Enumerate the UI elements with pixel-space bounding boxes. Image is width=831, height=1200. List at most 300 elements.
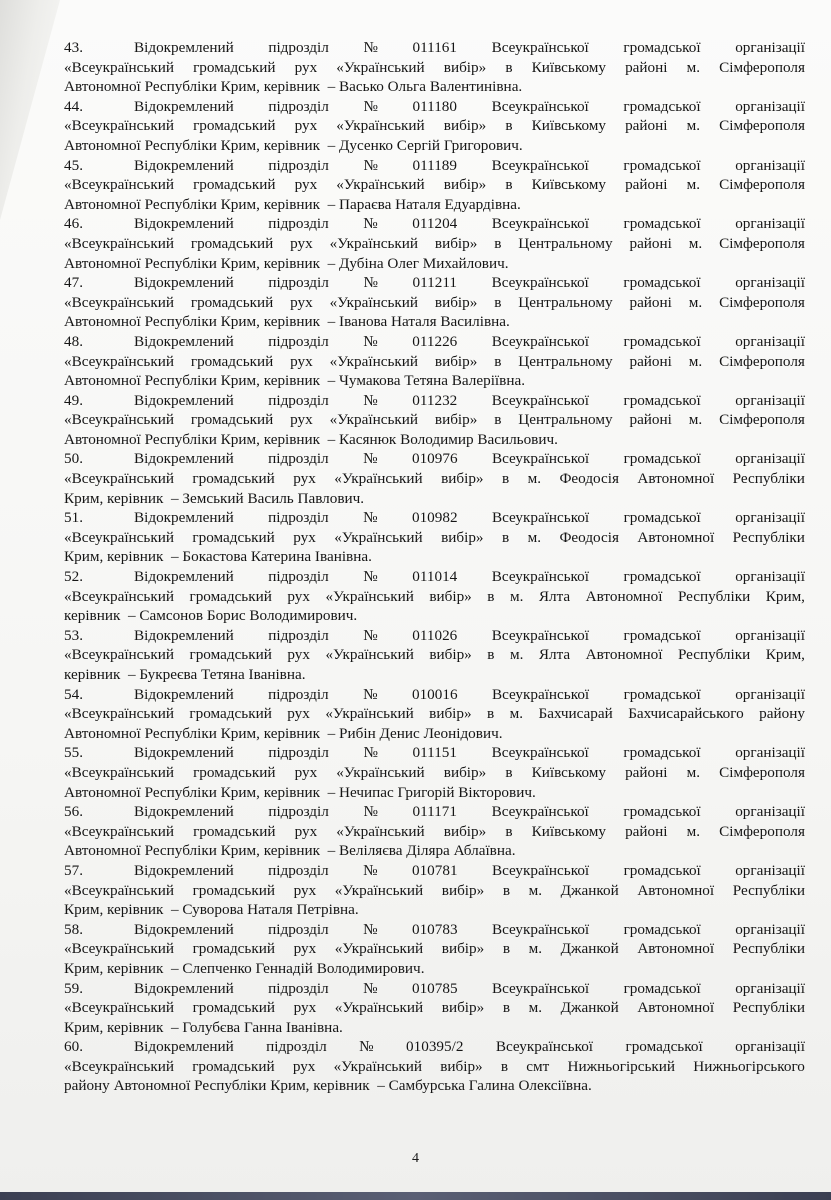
entry-word: № — [363, 568, 378, 586]
entry-word: підрозділ — [268, 803, 329, 821]
entry-word: організації — [735, 450, 805, 468]
entry-word: організації — [735, 744, 805, 762]
entry-word: рух — [287, 646, 310, 664]
entry-middle-line — [64, 528, 805, 548]
entry-word: Автономної — [637, 470, 715, 488]
entry-word: громадської — [623, 626, 701, 644]
entry-word: «Український — [325, 646, 414, 664]
entry-word: громадський — [192, 470, 275, 488]
entry-last-line: Крим, керівник – Слепченко Геннадій Володимирович. — [64, 959, 425, 977]
entry-word: в — [505, 822, 513, 840]
entry-word: Київському — [531, 58, 606, 76]
list-item — [64, 214, 805, 273]
entry-last-line: Крим, керівник – Суворова Наталя Петрівна. — [64, 901, 359, 919]
entry-word: «Український — [329, 234, 419, 252]
entry-number: 43. — [64, 39, 83, 56]
entry-word: № — [363, 391, 378, 409]
entry-word: в — [505, 763, 513, 781]
entry-last-line: Автономної Республіки Крим, керівник – Веліляєва Діляра Аблаївна. — [64, 842, 516, 860]
entry-word: організації — [735, 568, 805, 586]
entry-word: «Український — [329, 411, 419, 429]
list-item — [64, 743, 805, 802]
entry-word: м. — [686, 822, 700, 840]
entry-word: 010781 — [411, 861, 458, 879]
entry-word: організації — [735, 274, 805, 292]
entry-word: «Всеукраїнський — [64, 470, 174, 488]
entry-word: 011232 — [412, 391, 458, 409]
entry-word: організації — [735, 920, 805, 938]
entry-word: Центральному — [518, 234, 613, 252]
entry-word: Джанкой — [560, 881, 619, 899]
entry-word: громадської — [623, 685, 701, 703]
entry-word: Відокремлений — [134, 920, 234, 938]
entry-word: м. — [527, 528, 541, 546]
entry-first-line — [64, 156, 805, 176]
entry-word: «Всеукраїнський — [64, 881, 174, 899]
entry-word: Джанкой — [560, 940, 619, 958]
entry-word: «Український — [334, 528, 423, 546]
entry-word: підрозділ — [268, 39, 329, 56]
bottom-edge-band — [0, 1192, 831, 1200]
entry-number: 51. — [64, 509, 83, 527]
entry-number: 49. — [64, 391, 83, 409]
entry-word: Автономної — [637, 881, 715, 899]
entry-number: 59. — [64, 979, 83, 997]
entry-word: «Всеукраїнський — [64, 352, 174, 370]
entry-word: Республіки — [732, 881, 805, 899]
entry-word: Бахчисарай — [538, 705, 613, 723]
entry-word: підрозділ — [268, 391, 329, 409]
entry-middle-line — [64, 822, 805, 842]
entry-word: підрозділ — [268, 332, 329, 350]
entry-word: громадський — [189, 587, 272, 605]
entry-word: «Український — [336, 176, 425, 194]
entry-word: громадський — [192, 881, 275, 899]
entry-word: Джанкой — [560, 999, 619, 1017]
entry-word: Відокремлений — [134, 861, 234, 879]
entry-word: «Всеукраїнський — [64, 940, 174, 958]
entry-word: громадський — [192, 999, 275, 1017]
entry-first-line — [64, 38, 805, 58]
entry-word: громадської — [623, 97, 701, 115]
entry-word: 011151 — [412, 744, 457, 762]
entry-word: Сімферополя — [719, 822, 805, 840]
entry-word: м. — [688, 411, 703, 429]
entry-word: в — [502, 881, 510, 899]
entry-word: організації — [735, 215, 805, 233]
entry-last-line: Автономної Республіки Крим, керівник – Касянюк Володимир Васильович. — [64, 430, 558, 448]
entry-word: № — [363, 274, 378, 292]
entry-word: 011211 — [412, 274, 457, 292]
entry-word: району — [759, 705, 805, 723]
entry-word: 010395/2 — [406, 1038, 464, 1056]
entry-first-line — [64, 273, 805, 293]
entry-word: Відокремлений — [134, 274, 234, 292]
entry-word: районі — [625, 58, 668, 76]
entry-middle-line — [64, 352, 805, 372]
entry-word: «Український — [333, 1057, 422, 1075]
entry-word: підрозділ — [268, 861, 329, 879]
entry-word: в — [487, 587, 495, 605]
entry-word: «Всеукраїнський — [64, 411, 174, 429]
entry-word: підрозділ — [268, 685, 329, 703]
entry-first-line — [64, 214, 805, 234]
list-item — [64, 1037, 805, 1096]
entry-word: м. — [686, 117, 700, 135]
entry-middle-line — [64, 175, 805, 195]
entry-word: підрозділ — [268, 97, 329, 115]
entry-number: 53. — [64, 626, 83, 644]
entry-word: Всеукраїнської — [491, 509, 590, 527]
entry-word: в — [494, 293, 502, 311]
entry-word: «Український — [334, 999, 424, 1017]
entry-word: «Всеукраїнський — [64, 822, 174, 840]
entry-word: Всеукраїнської — [491, 685, 590, 703]
entry-word: Республіки — [732, 999, 805, 1017]
entry-word: Всеукраїнської — [491, 626, 589, 644]
entry-word: громадський — [193, 763, 276, 781]
entry-word: Київському — [531, 822, 606, 840]
entry-word: Всеукраїнської — [491, 744, 589, 762]
entry-word: Центральному — [518, 293, 613, 311]
entry-number: 52. — [64, 568, 83, 586]
entry-word: вибір» — [441, 881, 485, 899]
entry-middle-line — [64, 998, 805, 1018]
entry-word: вибір» — [441, 528, 484, 546]
entry-word: «Український — [325, 705, 414, 723]
entry-word: № — [363, 215, 378, 233]
entry-word: «Український — [336, 58, 425, 76]
entry-word: № — [363, 450, 378, 468]
entry-word: Сімферополя — [719, 117, 805, 135]
list-item — [64, 802, 805, 861]
entry-last-line: керівник – Букреєва Тетяна Іванівна. — [64, 666, 306, 683]
entry-word: Ялта — [538, 587, 571, 605]
entry-middle-line — [64, 939, 805, 959]
entry-word: вибір» — [429, 646, 472, 664]
entry-word: районі — [629, 352, 672, 370]
entry-word: організації — [735, 1038, 805, 1056]
entry-last-line: Автономної Республіки Крим, керівник – Чумакова Тетяна Валеріївна. — [64, 372, 525, 390]
list-item — [64, 38, 805, 97]
entry-word: 010016 — [411, 685, 458, 703]
entry-first-line — [64, 802, 805, 822]
entry-word: вибір» — [443, 822, 487, 840]
entry-word: м. — [528, 881, 543, 899]
entry-word: 010976 — [411, 450, 458, 468]
entry-word: м. — [686, 58, 700, 76]
entry-word: в — [502, 940, 510, 958]
entry-word: Відокремлений — [134, 332, 234, 350]
entry-word: Крим, — [765, 587, 805, 605]
entry-word: громадський — [192, 528, 275, 546]
entry-word: Київському — [531, 176, 606, 194]
entry-word: громадський — [190, 293, 274, 311]
page-number: 4 — [412, 1151, 419, 1166]
entry-word: вибір» — [434, 411, 478, 429]
entry-word: № — [363, 744, 378, 762]
entry-word: № — [363, 626, 378, 644]
entry-word: в — [501, 470, 510, 488]
entry-word: «Всеукраїнський — [64, 763, 174, 781]
entry-first-line — [64, 97, 805, 117]
entry-middle-line — [64, 1057, 805, 1077]
entry-word: рух — [290, 293, 313, 311]
entry-word: 011189 — [412, 156, 457, 174]
entry-word: громадський — [193, 117, 276, 135]
entry-middle-line — [64, 58, 805, 78]
entry-word: Центральному — [518, 352, 613, 370]
entry-word: «Український — [334, 881, 424, 899]
entry-first-line — [64, 1037, 805, 1057]
entry-word: в — [501, 528, 510, 546]
entry-word: Всеукраїнської — [491, 979, 590, 997]
entry-word: Нижньогірського — [693, 1057, 805, 1075]
entry-first-line — [64, 920, 805, 940]
entry-word: рух — [294, 822, 318, 840]
entry-first-line — [64, 626, 805, 646]
entry-word: підрозділ — [268, 979, 329, 997]
entry-word: 011026 — [412, 626, 458, 644]
entry-word: Відокремлений — [134, 391, 234, 409]
entry-middle-line — [64, 587, 805, 607]
entry-word: громадської — [623, 450, 701, 468]
entry-word: в — [487, 646, 495, 664]
entry-word: Сімферополя — [719, 763, 805, 781]
entry-word: Нижньогірський — [567, 1057, 676, 1075]
entry-word: Автономної — [637, 528, 715, 546]
entry-word: Сімферополя — [719, 352, 805, 370]
entry-word: Крим, — [765, 646, 805, 664]
entry-word: 011171 — [412, 803, 457, 821]
entry-word: організації — [735, 332, 805, 350]
entry-word: громадської — [623, 744, 701, 762]
entry-word: громадський — [193, 58, 276, 76]
entry-number: 44. — [64, 97, 83, 115]
entry-word: № — [363, 861, 378, 879]
entry-word: рух — [293, 999, 317, 1017]
entry-middle-line — [64, 469, 805, 489]
entry-word: «Всеукраїнський — [64, 58, 174, 76]
entry-word: м. — [509, 705, 524, 723]
entry-word: рух — [287, 587, 310, 605]
entry-word: Відокремлений — [134, 39, 234, 56]
entry-word: організації — [735, 156, 805, 174]
entry-last-line: Автономної Республіки Крим, керівник – Рибін Денис Леонідович. — [64, 724, 503, 742]
entry-middle-line — [64, 410, 805, 430]
entry-word: «Український — [336, 822, 425, 840]
entry-word: Центральному — [518, 411, 613, 429]
entry-word: Київському — [531, 117, 606, 135]
entry-word: Автономної — [637, 999, 715, 1017]
entry-word: «Всеукраїнський — [64, 528, 174, 546]
entry-word: № — [363, 97, 378, 115]
entry-word: громадської — [623, 215, 701, 233]
entry-word: Відокремлений — [134, 156, 234, 174]
entry-word: громадської — [623, 509, 701, 527]
entry-word: Відокремлений — [134, 744, 234, 762]
entry-word: громадський — [193, 176, 276, 194]
entry-last-line: району Автономної Республіки Крим, керівник – Самбурська Галина Олексіївна. — [64, 1077, 592, 1095]
entry-word: Всеукраїнської — [491, 861, 590, 879]
entry-first-line — [64, 332, 805, 352]
entry-word: підрозділ — [266, 1038, 327, 1056]
entry-word: рух — [293, 470, 316, 488]
entry-word: м. — [509, 587, 524, 605]
entry-word: рух — [294, 763, 318, 781]
entry-word: організації — [735, 391, 805, 409]
entry-last-line: керівник – Самсонов Борис Володимирович. — [64, 607, 358, 625]
entry-word: громадський — [189, 646, 272, 664]
entry-word: громадський — [192, 940, 275, 958]
entry-word: громадської — [623, 332, 701, 350]
entry-word: № — [363, 156, 378, 174]
entry-word: підрозділ — [268, 626, 329, 644]
entry-word: організації — [735, 97, 805, 115]
entry-word: підрозділ — [268, 215, 329, 233]
entry-number: 48. — [64, 332, 83, 350]
entry-word: «Український — [336, 763, 425, 781]
entry-word: громадської — [623, 391, 701, 409]
entry-word: Київському — [531, 763, 606, 781]
entry-last-line: Автономної Республіки Крим, керівник – Нечипас Григорій Вікторович. — [64, 783, 536, 801]
entry-word: Всеукраїнської — [491, 391, 589, 409]
list-item — [64, 979, 805, 1038]
entry-number: 57. — [64, 861, 83, 879]
entry-word: Всеукраїнської — [491, 450, 590, 468]
list-item — [64, 861, 805, 920]
entry-last-line: Крим, керівник – Земський Василь Павлович. — [64, 489, 365, 507]
entry-word: 011180 — [412, 97, 457, 115]
entry-word: організації — [735, 626, 805, 644]
entry-middle-line — [64, 763, 805, 783]
entry-word: громадський — [190, 411, 274, 429]
entry-word: в — [502, 999, 510, 1017]
entry-first-line — [64, 743, 805, 763]
entry-word: вибір» — [441, 940, 485, 958]
entry-word: «Всеукраїнський — [64, 293, 174, 311]
entry-word: «Український — [334, 940, 424, 958]
entry-last-line: Автономної Республіки Крим, керівник – Іванова Наталя Василівна. — [64, 313, 510, 331]
entry-word: Автономної — [637, 940, 715, 958]
entry-word: Всеукраїнської — [491, 39, 589, 56]
entry-number: 50. — [64, 450, 83, 468]
entry-word: «Всеукраїнський — [64, 234, 174, 252]
entry-word: Феодосія — [559, 470, 619, 488]
entry-word: організації — [735, 803, 805, 821]
entry-word: громадської — [625, 1038, 703, 1056]
entry-word: громадської — [623, 979, 701, 997]
list-item — [64, 685, 805, 744]
entry-word: м. — [528, 940, 543, 958]
entry-word: м. — [686, 176, 700, 194]
entry-word: громадської — [623, 156, 701, 174]
entry-last-line: Крим, керівник – Голубєва Ганна Іванівна. — [64, 1018, 343, 1036]
entry-word: в — [487, 705, 495, 723]
entry-word: районі — [625, 117, 668, 135]
entry-word: рух — [294, 117, 318, 135]
entry-word: Бахчисарайського — [628, 705, 744, 723]
entry-word: вибір» — [443, 117, 487, 135]
entry-word: Сімферополя — [719, 176, 805, 194]
entry-first-line — [64, 391, 805, 411]
entry-word: вибір» — [443, 176, 487, 194]
entry-word: в — [494, 411, 502, 429]
entry-word: організації — [735, 685, 805, 703]
entry-word: № — [363, 332, 378, 350]
entry-word: № — [363, 39, 378, 56]
entry-word: громадський — [190, 234, 274, 252]
entry-word: вибір» — [441, 470, 484, 488]
entry-word: Всеукраїнської — [491, 803, 589, 821]
entry-word: підрозділ — [268, 568, 329, 586]
entry-word: громадський — [192, 1057, 275, 1075]
entries-list — [64, 38, 805, 1096]
entry-word: «Всеукраїнський — [64, 705, 174, 723]
entry-word: організації — [735, 39, 805, 56]
entry-word: вибір» — [443, 58, 487, 76]
entry-word: громадської — [623, 861, 701, 879]
entry-first-line — [64, 685, 805, 705]
entry-word: Сімферополя — [719, 293, 805, 311]
entry-word: підрозділ — [268, 509, 329, 527]
entry-word: вибір» — [440, 1057, 483, 1075]
entry-number: 46. — [64, 215, 83, 233]
entry-word: Ялта — [538, 646, 571, 664]
entry-word: Відокремлений — [134, 215, 234, 233]
entry-middle-line — [64, 293, 805, 313]
entry-word: 010785 — [411, 979, 458, 997]
entry-first-line — [64, 449, 805, 469]
entry-word: рух — [292, 1057, 316, 1075]
entry-word: Всеукраїнської — [491, 97, 589, 115]
entry-middle-line — [64, 645, 805, 665]
entry-word: № — [363, 979, 378, 997]
list-item — [64, 920, 805, 979]
entry-word: № — [363, 685, 378, 703]
entry-word: 010783 — [411, 920, 458, 938]
entry-word: вибір» — [434, 234, 478, 252]
entry-word: «Всеукраїнський — [64, 176, 174, 194]
entry-word: Всеукраїнської — [491, 274, 589, 292]
list-item — [64, 332, 805, 391]
entry-word: Сімферополя — [719, 411, 805, 429]
entry-word: підрозділ — [268, 274, 329, 292]
entry-word: Відокремлений — [134, 685, 234, 703]
entry-word: рух — [290, 411, 313, 429]
entry-word: Автономної — [585, 587, 663, 605]
entry-word: в — [505, 176, 513, 194]
entry-word: Всеукраїнської — [495, 1038, 594, 1056]
entry-word: «Всеукраїнський — [64, 999, 174, 1017]
entry-word: вибір» — [441, 999, 485, 1017]
list-item — [64, 97, 805, 156]
entry-word: м. — [688, 234, 703, 252]
entry-word: Всеукраїнської — [491, 215, 589, 233]
entry-word: «Український — [329, 293, 419, 311]
entry-word: Всеукраїнської — [491, 156, 589, 174]
entry-first-line — [64, 861, 805, 881]
entry-number: 47. — [64, 274, 83, 292]
entry-word: «Всеукраїнський — [64, 1057, 174, 1075]
entry-first-line — [64, 567, 805, 587]
entry-word: районі — [629, 293, 672, 311]
list-item — [64, 273, 805, 332]
entry-word: вибір» — [434, 352, 478, 370]
entry-word: Відокремлений — [134, 979, 234, 997]
entry-word: 011204 — [412, 215, 458, 233]
entry-word: Сімферополя — [719, 234, 805, 252]
